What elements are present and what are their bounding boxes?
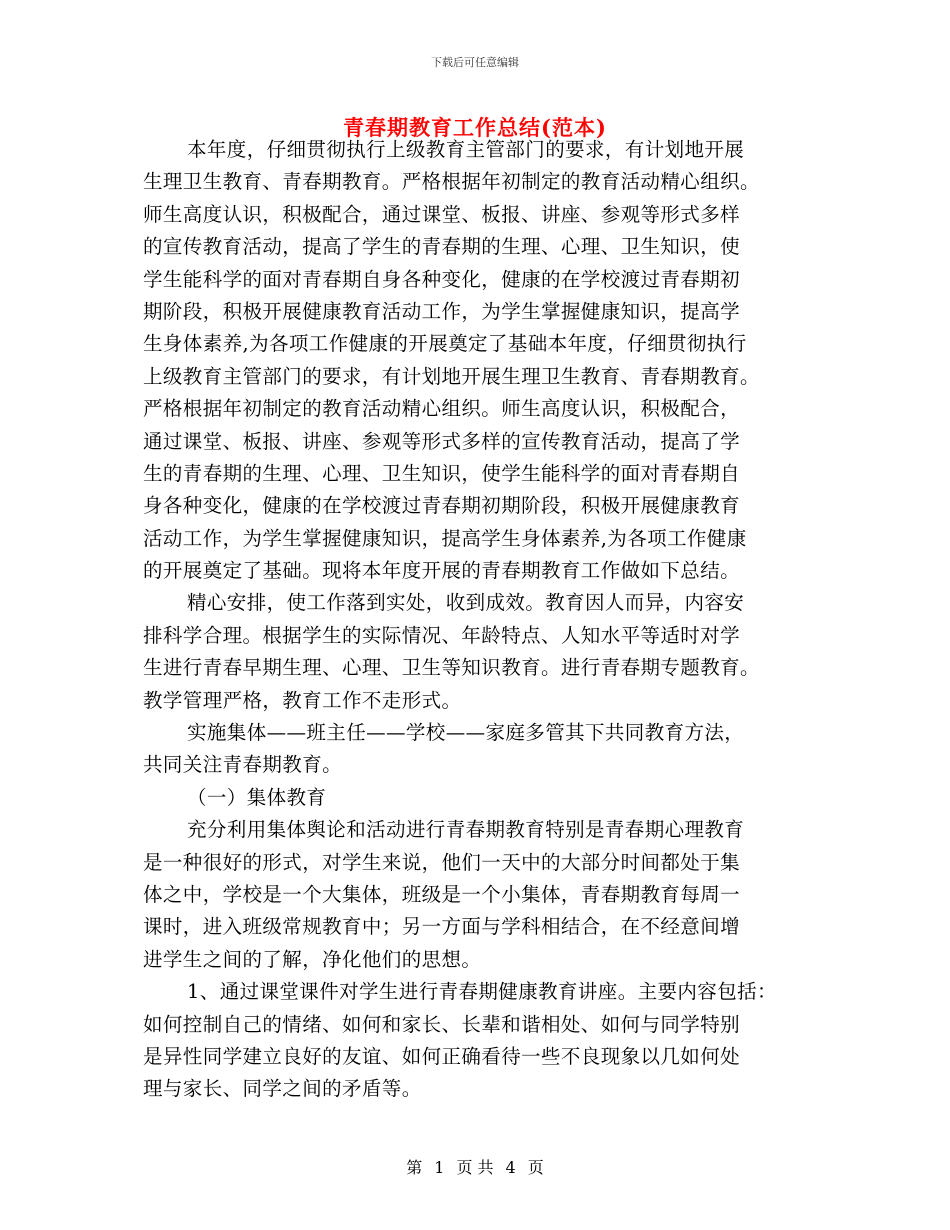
paragraph-line: 生的青春期的生理、心理、卫生知识，使学生能科学的面对青春期自 <box>143 461 741 485</box>
paragraph-line: 体之中，学校是一个大集体，班级是一个小集体，青春期教育每周一 <box>143 882 741 906</box>
document-title: 青春期教育工作总结(范本) <box>343 115 607 140</box>
paragraph-line: 理与家长、同学之间的矛盾等。 <box>143 1077 422 1101</box>
paragraph-line: 课时，进入班级常规教育中；另一方面与学科相结合，在不经意间增 <box>143 915 741 939</box>
paragraph-line: 严格根据年初制定的教育活动精心组织。师生高度认识，积极配合， <box>143 397 741 421</box>
paragraph-line: 如何控制自己的情绪、如何和家长、长辈和谐相处、如何与同学特别 <box>143 1012 741 1036</box>
paragraph-line: 的宣传教育活动，提高了学生的青春期的生理、心理、卫生知识，使 <box>143 235 741 259</box>
paragraph-line: 排科学合理。根据学生的实际情况、年龄特点、人知水平等适时对学 <box>143 623 741 647</box>
paragraph-line: 共同关注青春期教育。 <box>143 753 343 777</box>
paragraph-line: 生理卫生教育、青春期教育。严格根据年初制定的教育活动精心组织。 <box>143 170 760 194</box>
header-note: 下载后可任意编辑 <box>431 56 519 69</box>
paragraph-line: 教学管理严格，教育工作不走形式。 <box>143 688 462 712</box>
paragraph-line: 期阶段，积极开展健康教育活动工作，为学生掌握健康知识，提高学 <box>143 299 741 323</box>
footer-suffix: 页 <box>527 1158 544 1177</box>
document-body <box>143 134 813 1106</box>
paragraph-line: 的开展奠定了基础。现将本年度开展的青春期教育工作做如下总结。 <box>143 559 741 583</box>
paragraph-line: 生进行青春早期生理、心理、卫生等知识教育。进行青春期专题教育。 <box>143 656 760 680</box>
paragraph-line: 活动工作，为学生掌握健康知识，提高学生身体素养,为各项工作健康 <box>143 526 747 550</box>
paragraph-line: 是一种很好的形式，对学生来说，他们一天中的大部分时间都处于集 <box>143 850 741 874</box>
total-pages: 4 <box>505 1158 516 1177</box>
paragraph-line: 身各种变化，健康的在学校渡过青春期初期阶段，积极开展健康教育 <box>143 494 741 518</box>
paragraph-line: 充分利用集体舆论和活动进行青春期教育特别是青春期心理教育 <box>187 818 745 842</box>
paragraph-line: 本年度，仔细贯彻执行上级教育主管部门的要求，有计划地开展 <box>187 138 745 161</box>
footer-mid: 页 共 <box>456 1158 494 1177</box>
paragraph-line: 进学生之间的了解，净化他们的思想。 <box>143 947 482 971</box>
paragraph-line: 生身体素养,为各项工作健康的开展奠定了基础本年度，仔细贯彻执行 <box>143 332 747 356</box>
page-number: 1 <box>434 1158 445 1177</box>
paragraph-line: 师生高度认识，积极配合，通过课堂、板报、讲座、参观等形式多样 <box>143 202 741 226</box>
paragraph-line: 通过课堂、板报、讲座、参观等形式多样的宣传教育活动，提高了学 <box>143 429 741 453</box>
section-heading: （一）集体教育 <box>187 785 327 809</box>
page-footer <box>0 1155 950 1178</box>
paragraph-line: 实施集体——班主任——学校——家庭多管其下共同教育方法， <box>187 721 745 745</box>
footer-prefix: 第 <box>406 1158 423 1177</box>
paragraph-line: 学生能科学的面对青春期自身各种变化，健康的在学校渡过青春期初 <box>143 267 741 291</box>
paragraph-line: 1、通过课堂课件对学生进行青春期健康教育讲座。主要内容包括： <box>187 980 777 1004</box>
paragraph-line: 是异性同学建立良好的友谊、如何正确看待一些不良现象以几如何处 <box>143 1044 741 1068</box>
paragraph-line: 上级教育主管部门的要求，有计划地开展生理卫生教育、青春期教育。 <box>143 364 760 388</box>
paragraph-line: 精心安排，使工作落到实处，收到成效。教育因人而异，内容安 <box>187 591 745 615</box>
